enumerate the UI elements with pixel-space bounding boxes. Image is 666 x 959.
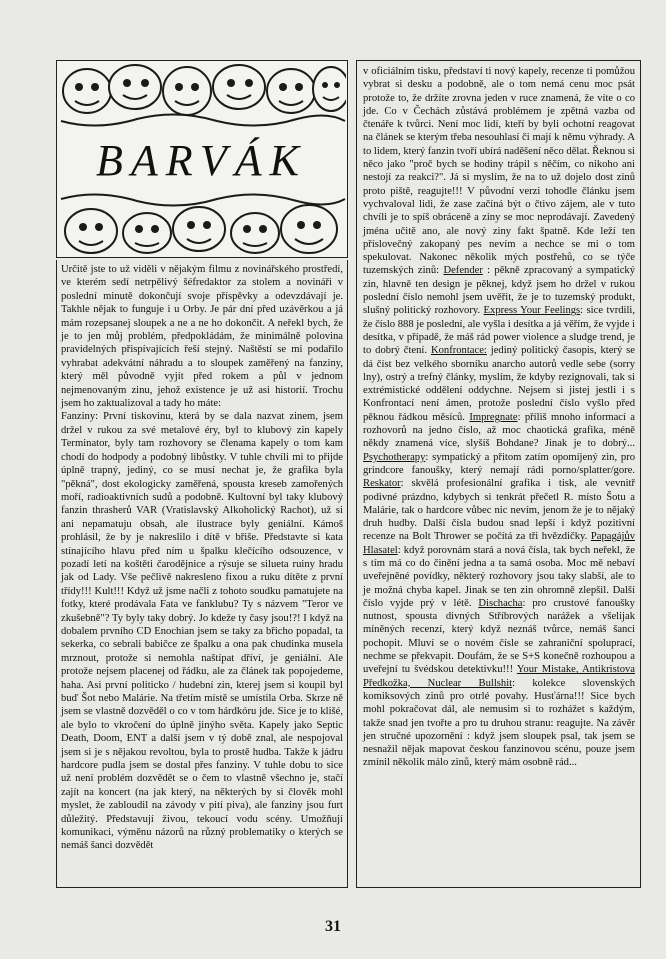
left-column <box>56 60 348 888</box>
paragraph-intro: v oficiálním tisku, představí ti nový kapely, recenze ti pomůžou vybrat si desku a podobně, ale o tom nemá cenu moc psát protože to, že držíte zrovna jeden v ruce znamená, že víte o co jde. Co v Čechách zůstává problémem je zpětná vazba od čtenáře k tvůrci. Není moc lidí, kteří by byli ochotní reagovat na článek se kterým třeba nesouhlasí či mají k němu výhrady. A to lidem, který fanzin tvoří ubírá naděšení něco dělat. Řeknou si něco jako "proč bych se hodiny trápil s něčím, co nikoho ani nestojí za reakci?". Já si myslím, že na to už dojelo dost zinů proto piště, reagujte!!! V původní verzi tohodle článku jsem vychvaloval lidi, že zase začíná být o čtivo zájem, ale v tuto chvíli je to spíš obráceně a ziny se moc neprodávají. Zavedený jména učitě ano, ale nový ziny fakt špatně. Kde leží ten příslovečný zakopaný pes nevím a nechce se mi o tom spekulovat. Nakonec několik mých postřehů, co se týče tuzemských zinů: <box>363 66 635 277</box>
zine-review: jediný politický časopis, který se dá číst bez velkého sborníku anarcho autorů vedle sebe (sorry lny), ostrý a trefný články, myslím, že kdyby rezignovali, tak si extrémistické oddělení oddychne. Nejsem si jistej jestli i s Konfrontací není ámen, protože poslední číslo vyšlo před pěknou řádkou měsíců. <box>363 345 636 423</box>
paragraph: Určitě jste to už viděli v nějakým filmu z novinářského prostředí, ve kterém sedí netrpělivý šéfredaktor za stolem a novináři v poslední minutě dokončují svoje příspěvky a odevzdávají je. Takhle nějak to funguje i u Orby. Je pár dní před uzávěrkou a já mám rozepsanej sloupek a ne a ne ho dokončit. A neřekl bych, že je to jen můj problém, předpokládám, že minimálně polovina pravidelných přispívajících řeší stejný. Naštěstí se mi podařilo vyhrabat adekvátní náhradu a to sloupek zaměřený na fanziny, který měl původně vyjít před rokem a půl v jednom nejmenovaným zinu, jehož existence je už asi historií. Trochu jsem ho zaktualizoval a tady ho máte: <box>61 264 343 410</box>
paragraph: Fanziny: První tiskovinu, která by se dala nazvat zinem, jsem držel v rukou za své metalové éry, byl to klubový zin kapely Terminator, byly tam rozhovory se členama kapely o tom kam chodí do hodpody a podobný libůstky. V tuhle chvíli mi to přijde úplně trapný, jediný, co se musí nechat je, že grafika byla "pěkná", dost ekologicky zaměřená, spousta kreseb zamořených moří, radioaktivních sudů a podobně. Kultovní byl taky klubový fanzin thrasherů VAR (Vratislavský Alkoholický Rachot), už si ani nepamatuju obsah, ale ilustrace byly geniální. Kámoš prohlásil, že by je nakreslilo i dítě v břiše. Představte si kata stínajícího hlavu před ním u špalku klečícího odsouzence, v pozadí letí na koštěti čarodějnice a rýsuje se silueta ruiny hradu jak od Lady. Vše pečlivě nakresleno fixou a ruku dítěte z první třídy!!! Kult!!! Když už jsme načli z tohoto soudku pamatujete na fotky, které prodávala Fata ve fanklubu? Ty s názvem "Teror ve zkušebně"? Ty byly taky dobrý. Jo kdeže ty časy jsou!?! I když na dobalem prvního CD Enochian jsem se taky za břicho popadal, ta sekerka, co sebrali babičce ze špalku a ona pak chudinka musela mrznout, protože si nemohla naštípat dříví, je geniální. Ale protože nejsem placenej od řádku, ale za článek tak popojedeme, haha. Asi první politicko / hudební zin, kterej jsem si koupil byl buď Šot nebo Malárie. Na třetím místě se umístila Orba. Skrze ně jsem se vlastně dozvěděl o co v tom hárdkóru jde. Sice je to klišé, ale bylo to vkročení do úplně jinýho světa. Kapely jako Septic Death, Doom, ENT a další jsem v tý době znal, ale nespojoval jsem si je s nějakou revoltou, byla to prostě hudba. Takže k jádru hardcore pudla jsem se dostal přes fanziny. V tuhle dobu to sice už není problém dozvědět se o čem to vlastně všechno je, stačí zajít na koncert (na jak který, na některých by si člověk mohl myslet, že zabloudil na závody v pití piva), ale fanziny jsou furt důležitý. Představují živou, tekoucí vodu scény. Umožňují komunikaci, výměnu názorů na různý problematiky o kterých se nemáš šanci dozvědět <box>61 411 343 852</box>
page-number: 31 <box>325 918 341 935</box>
zine-review: : pěkně zpracovaný a sympatický zin, hlavně ten design je pěknej, když jsem ho držel v rukou poslední číslo nemohl jsem uvěřit, že je to tuzemský produkt, slušný politický rozhovory. <box>363 265 636 317</box>
zine-name: Psychotherapy <box>363 451 426 463</box>
zine-review: : když porovnám stará a nová čísla, tak bych neřekl, že s tím má co do činění jedna a ta samá osoba. Moc mě nebaví uveřejněné povídky, některý rozhovory jsou taky slabší, ale to je možná chyba kapel. Jinak se ten zin ohromně zlepšil. Další číslo vyjde prý v létě. <box>363 544 635 609</box>
zine-name: Reskator <box>363 478 401 490</box>
zine-name: Papagájův Hlasatel <box>363 531 635 556</box>
zine-name: Konfrontace: <box>430 345 487 357</box>
zine-review: : příliš mnoho informací a rozhovorů na jedno číslo, až moc chaotická grafika, méně někdy znamená více, slyšíš Bohdane? Jinak je to dobrý... <box>363 411 635 450</box>
zine-name: Impregnate <box>469 411 518 423</box>
left-article-text <box>56 260 348 888</box>
title: BARVÁK <box>96 136 307 185</box>
zine-review: : sympatický a přitom zatím opomíjený zin, pro grindcore fanoušky, který nemají rádi porno/splatter/gore. <box>363 451 635 476</box>
right-article-text <box>356 60 641 888</box>
zine-name: Your Mistake, Antikristova Předkožka, Nuclear Bullshit <box>363 664 635 689</box>
zine-review: : pro crustové fanoušky nutnost, spousta divných Stříbrových narážek a všelijak míněných recenzí, který když neznáš tvůrce, nemáš šanci pochopit. Mluví se o novém čísle se zahraniční spoluprací, nechme se překvapit. Doufám, že se S+S konečně rozhoupou a uveřejní tu švédskou detektivku!!! <box>363 597 635 676</box>
zine-name: Express Your Feelings <box>483 305 581 317</box>
zine-name: Dischacha <box>478 597 523 609</box>
title-illustration <box>56 60 348 258</box>
zine-review: : skvělá profesionální grafika i tisk, ale vevnitř podivné prázdno, kdybych si tenkrát přečetl R. místo Šotu a Malárie, tak o hardcore vůbec nic nevím, jenom že je to nějaký druh hudby. Další čísla budou snad lepší i když pozitivní recenze na Bolt Thrower se počítá za tři hvězdičky. <box>363 478 635 543</box>
paragraph <box>363 65 635 770</box>
zine-review: : sice tvrdili, že číslo 888 je poslední, ale vyšla i desítka a já věřím, že vyjde i desítka, v případě, že máš rád power violence a sludge trend, je to dobrý čtení. <box>363 305 635 357</box>
zine-name: Defender <box>443 265 483 277</box>
zine-review: : kolekce slovenských komiksových zinů pro otrlé povahy. Husťárna!!! <box>363 677 635 702</box>
paragraph-outro: Sice bych mohl pokračovat dál, ale nemusim si to rozhážet s každým, takže snad jen tvořte a pro tu druhou stranu: reagujte. Na závěr jen stručné upozornění : když jsem sloupek psal, tak jsem se nesnažil nějak mapovat českou fanzinovou scénu, pouze jsem zmínil několik málo zinů, který mám osobně rád... <box>363 690 635 769</box>
